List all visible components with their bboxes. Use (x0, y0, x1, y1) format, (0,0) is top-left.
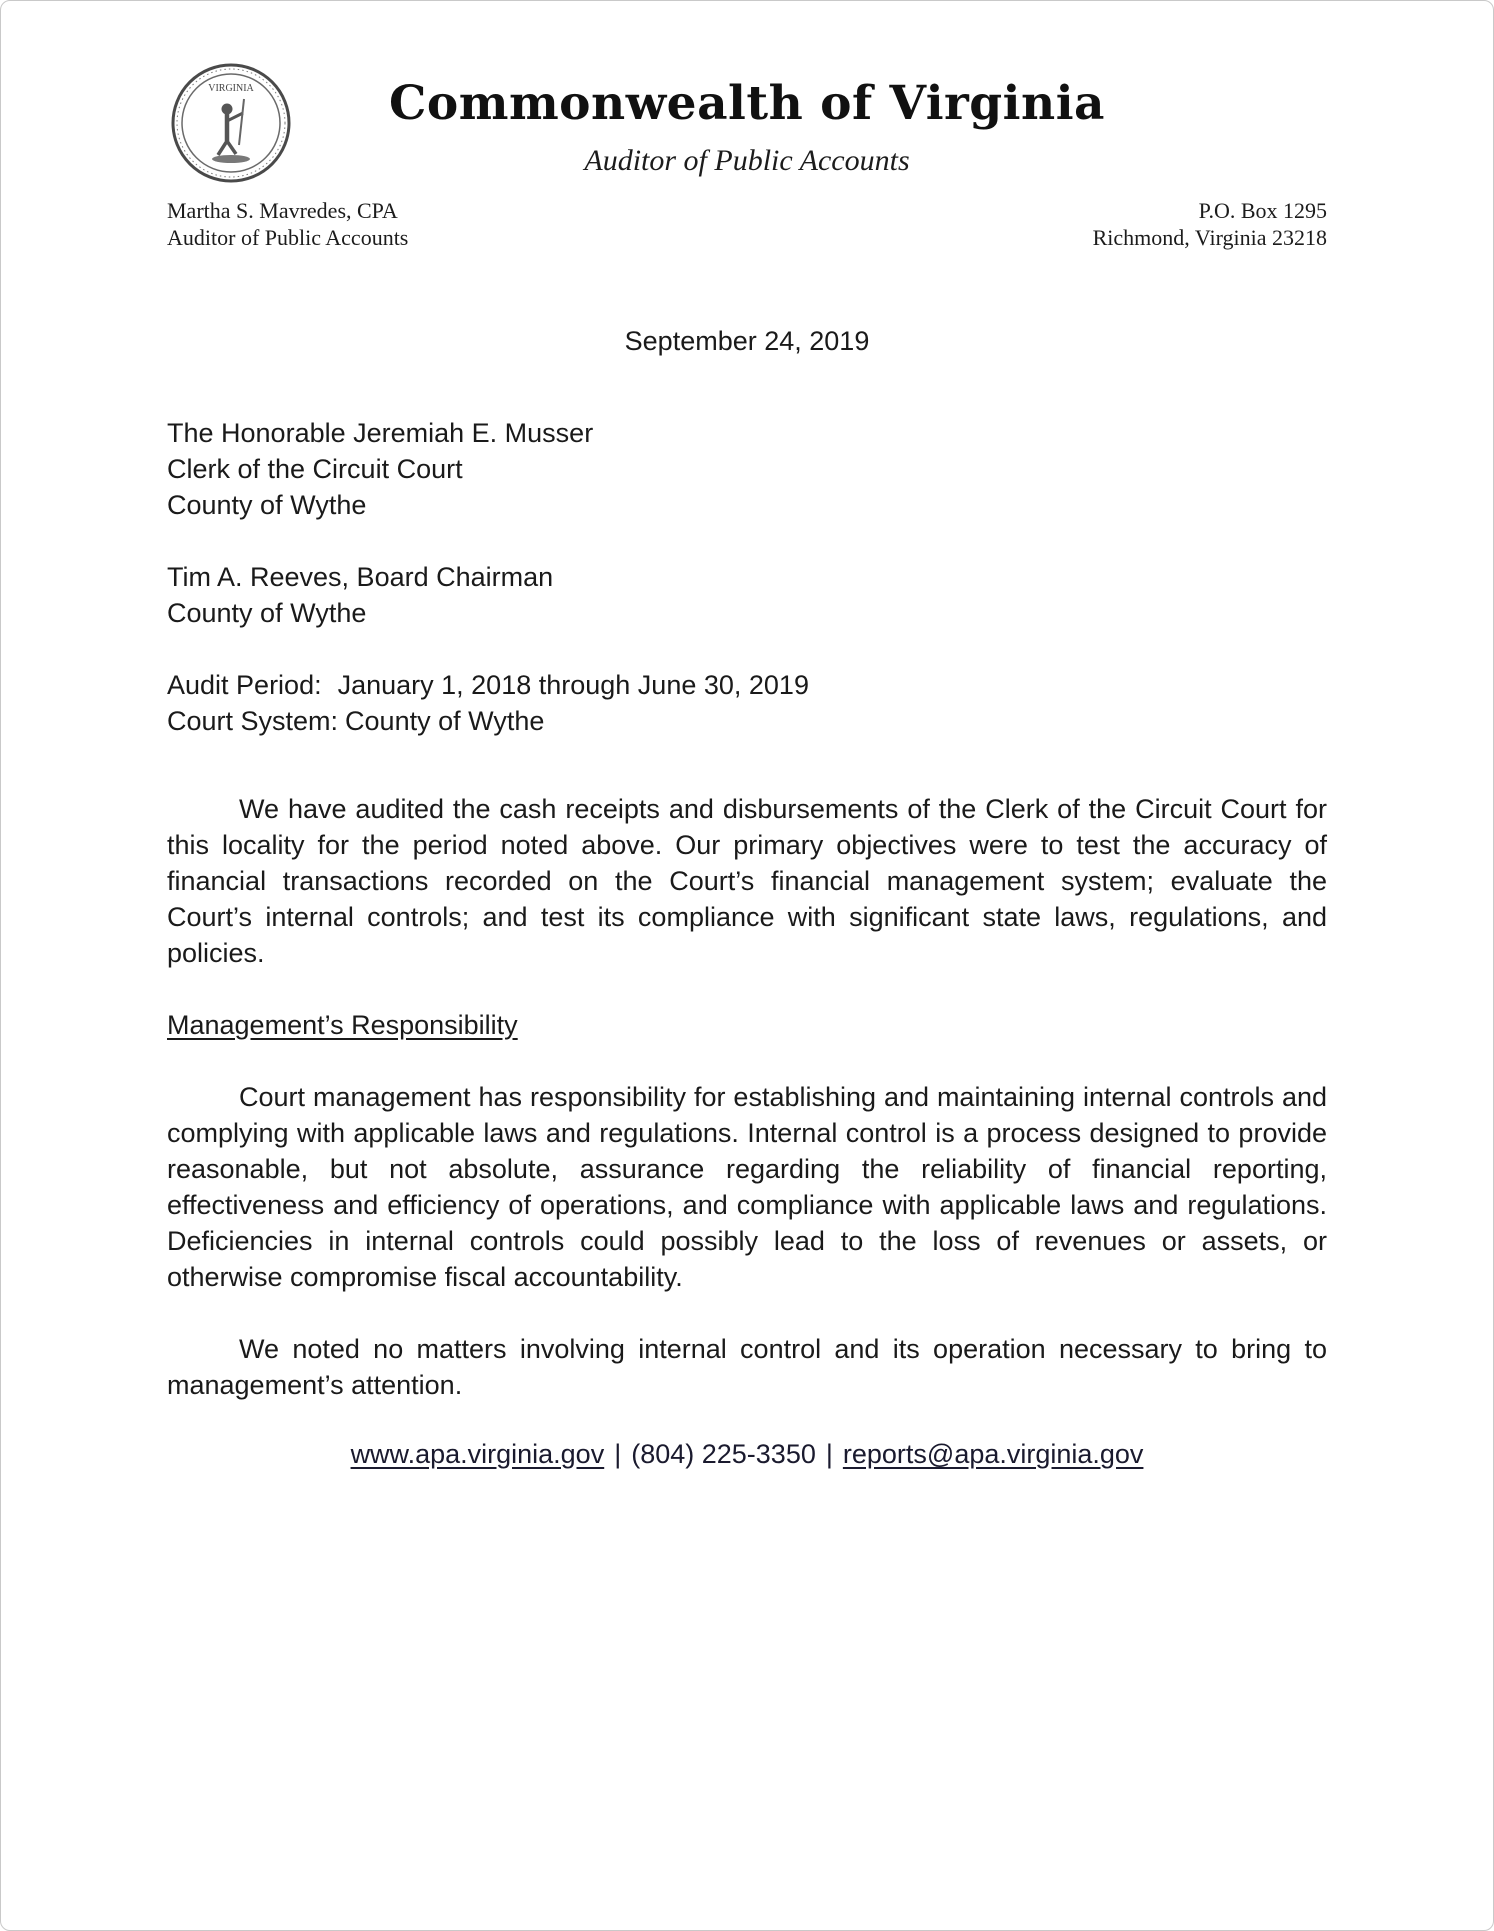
court-system-label: Court System: (167, 706, 339, 736)
footer-separator: | (825, 1439, 833, 1469)
section-heading-managements-responsibility: Management’s Responsibility (167, 1010, 518, 1040)
official-name: Martha S. Mavredes, CPA (167, 198, 398, 223)
division-name: Auditor of Public Accounts (584, 144, 910, 177)
paragraph-management-responsibility: Court management has responsibility for establishing and maintaining internal controls and complying with applicable laws and regulations. Internal control is a process designed to provide reasonable, but not absolute, assurance regarding the reliability of financial reporting, effectiveness and efficiency of operations, and compliance with applicable laws and regulations. Deficiencies in internal controls could possibly lead to the loss of revenues or assets, or otherwise compromise fiscal accountability. (167, 1082, 1327, 1292)
audit-period-line (167, 667, 1327, 703)
recipient-line: Clerk of the Circuit Court (167, 454, 463, 484)
virginia-seal-graphic (169, 61, 293, 185)
letterhead-contact-row (1, 197, 1493, 251)
virginia-seal-icon (169, 61, 293, 185)
court-system-line (167, 703, 1327, 739)
paragraph-no-matters-noted: We noted no matters involving internal control and its operation necessary to bring to management’s attention. (167, 1334, 1327, 1400)
org-name: Commonwealth of Virginia (388, 76, 1106, 131)
letterhead (1, 1, 1493, 251)
page-footer (1, 1439, 1493, 1470)
official-contact (167, 197, 408, 251)
recipient-line: The Honorable Jeremiah E. Musser (167, 418, 594, 448)
recipient-line: County of Wythe (167, 598, 367, 628)
audit-period-value: January 1, 2018 through June 30, 2019 (337, 670, 809, 700)
court-system-value: County of Wythe (345, 706, 545, 736)
recipient-line: Tim A. Reeves, Board Chairman (167, 562, 554, 592)
address-line-1: P.O. Box 1295 (1198, 198, 1327, 223)
website-link[interactable]: www.apa.virginia.gov (350, 1439, 605, 1469)
footer-phone: (804) 225-3350 (631, 1439, 816, 1469)
paragraph-audit-scope: We have audited the cash receipts and disbursements of the Clerk of the Circuit Court for this locality for the period noted above. Our primary objectives were to test the accuracy of financial transactions recorded on the Court’s financial management system; evaluate the Court’s internal controls; and test its compliance with significant state laws, regulations, and policies. (167, 794, 1327, 968)
office-address (1093, 197, 1327, 251)
address-line-2: Richmond, Virginia 23218 (1092, 225, 1327, 250)
audit-info-block (167, 667, 1327, 739)
letter-date: September 24, 2019 (624, 326, 870, 356)
recipient-block-2 (167, 559, 1327, 631)
footer-separator: | (614, 1439, 622, 1469)
recipient-block-1 (167, 415, 1327, 523)
recipient-line: County of Wythe (167, 490, 367, 520)
audit-period-label: Audit Period: (167, 670, 322, 700)
letter-body (1, 323, 1493, 1403)
email-link[interactable]: reports@apa.virginia.gov (842, 1439, 1144, 1469)
seal-top-text: VIRGINIA (208, 83, 254, 94)
official-title: Auditor of Public Accounts (167, 225, 409, 250)
